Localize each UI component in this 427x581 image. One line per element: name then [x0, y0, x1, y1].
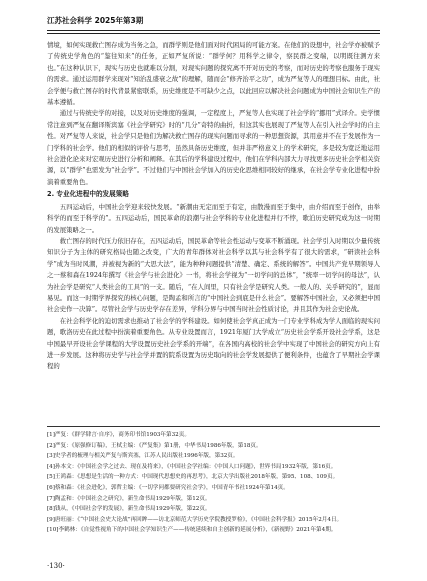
journal-title: 江苏社会科学 2025年第3期	[47, 16, 144, 25]
footnote: [4]孙本文：《中国社会学之过去、现在及将来》，《中国社会学社编：《中国人口问题》，世界书局1932年版，第16页。	[47, 463, 337, 470]
page-number: ·130·	[47, 562, 65, 570]
header-rule-thin	[47, 33, 380, 34]
header-rule	[47, 30, 380, 31]
paragraph: 在社会科学化的迫切需求也推动了社会学的学科建设。如何使社会学真正成为一门专业学科成为学人面临的现实问题，歌洛历史在此过程中扮演着重要角色。从专业设置而言，1921年厦门大学成立“历史社会学系开设社会学系，这是中国最早开设社会学课程的大学设置历史社会学系的开端”，在各国内高校的社会学中实现了中国社会的研究方向上有进一步发展。这种将历史学与社会学并置的院系设置为历史取向的社会学发展提供了便利条件，也蕴含了早期社会学课程的	[47, 316, 380, 371]
footnote: [6]蔡和森：《社会进化》，郭哲主编：《一切学问都要研究社会学》，中国青年书社1924年第14页。	[47, 484, 289, 491]
footnote: [9]唐旺丽：《“中国社会史大论战”再回眸——访北京师范大学历史学院教授罗检》，《中国社会科学报》2015年2月4日。	[47, 516, 343, 523]
footnotes	[47, 426, 380, 536]
footnote: [8]钱从，《中国社会学的发展》，新生命书局1929年版，第22页。	[47, 506, 211, 513]
footnote: [2]严复：《原强修订稿》，王栻主编：《严复集》第1册，中华书局1986年版，第18页。	[47, 442, 262, 449]
section-heading: 2. 专业化进程中的发展策略	[47, 190, 129, 199]
footnote: [5]王鸿森：《思想是生活的一种方式：中国现代思想史的再思考》，北京大学出版社2018年版，第95、108、109页。	[47, 474, 339, 481]
paragraph: 五四运动后，中国社会学迎来较快发展。“新潮由无定而至于有定，由散漫而至于集中，由介绍而至于创作，由举科学的而至于科学的”。五四运动后，国民革命的浪潮与社会学科的专业化进程并行不悖，歌泊历史研究成为这一时期的发展策略之一。	[47, 202, 380, 234]
footnote: [7]陶孟和：《中国社会之研究》，新生命书局1929年版，第12页。	[47, 495, 211, 502]
paragraph: 通过与传统史学的对接，以及对历史维度的强调，一定程度上，严复等人也实现了社会学的“挪用”式译介。史学惯常注意到严复在翻译斯宾塞《社会学研究》时的“几分”奇特的曲折，但这其实也展现了严复等人在引入社会学时的自主性。对严复等人来说，社会学只是他们为解决救亡图存的现实问题而寻求的一种思想资源，其用意并不在于发展作为一门学科的社会学。他们的相似的评价与思考，虽然具备历史维度，但并非严格意义上的学术研究，多是较为宽泛地运用社会进化论来对宏观历史进行分析和阐释。在其后的学科建设过程中，他们在学科内部大力寻找更多历史社会学相关资源，以“群学”也需发为“社会学”。不过他们与中国社会学加入的历史化思维相同较好的继承，在社会学专业化进程中扮演着重要角色。	[47, 109, 380, 186]
footnote: [10]李鹤林：《自觉性视角下的中国社会学知识生产——传统延续和自主创新的延展分析》，《新视野》2021年第4期。	[47, 527, 337, 534]
paragraph: 情境，如何实现救亡图存成为当务之急，而群学则是他们面对时代困局的可能方案。在他们的设想中，社会学亦被赋予了传统史学角色的“鉴往知来”的任务，正如严复所说：“群学何？用科学之律令，察民群之变端，以明既往测方来也。”在这种认识下，现实与历史也就难以分割，对现实问题的探究离不开对历史的考察，而对历史的考察也服务于现实的需求。通过运用群学来现对“知治乱盛衰之故”的理解，随而会“修齐治平之功”，成为严复等人的理想目标。由此，社会学便与救亡图存的时代背景紧密联系，历史维度是不可缺少之点，以此回应以解决社会问题成为中国社会知识生产的基本遵循。	[47, 41, 380, 107]
article-body	[47, 40, 380, 373]
footnote: [1]严复：《群学肄言·自序》，商务印书馆1903年第32页。	[47, 432, 190, 438]
page-header	[47, 15, 380, 31]
footnote: [3]史学者的梳理与相关严复与斯宾塞，江苏人民出版社1996年版，第32页。	[47, 453, 239, 460]
paragraph: 救亡图存的时代压力依旧存在，五四运动后，国民革命等社会性运动与变革不断涌现。社会学引入时期以少量传统知识分子为主体的研究格局也随之改变，广大的青年群体对社会科学以其与社会科学有了很大的需求，“研读社会科学”成为当时风潮，并被视为新的“大思大法”，能为种种问题提供“清楚、确定、系统的解答”。中国共产党早期领导人之一蔡和森在1924年撰写《社会学与社会进化》一书，将社会学视为“一切学问的总体”，“统率一切学问的母法”，认为社会学是研究“人类社会的工具”的一支。随后，“在人间里，只有社会学是研究人类。一般人的、关乎研究的”，显而易见。而这一时期学界探究的核心问题，是陶孟和所言的“中国社会到底是什么社会”。要解答中国社会，又必须把中国社会史作一决算”。尽管社会学与历史学存在差异，学科分界与中国当时社会性质讨论，并且其作为社会史论战。	[47, 236, 380, 314]
